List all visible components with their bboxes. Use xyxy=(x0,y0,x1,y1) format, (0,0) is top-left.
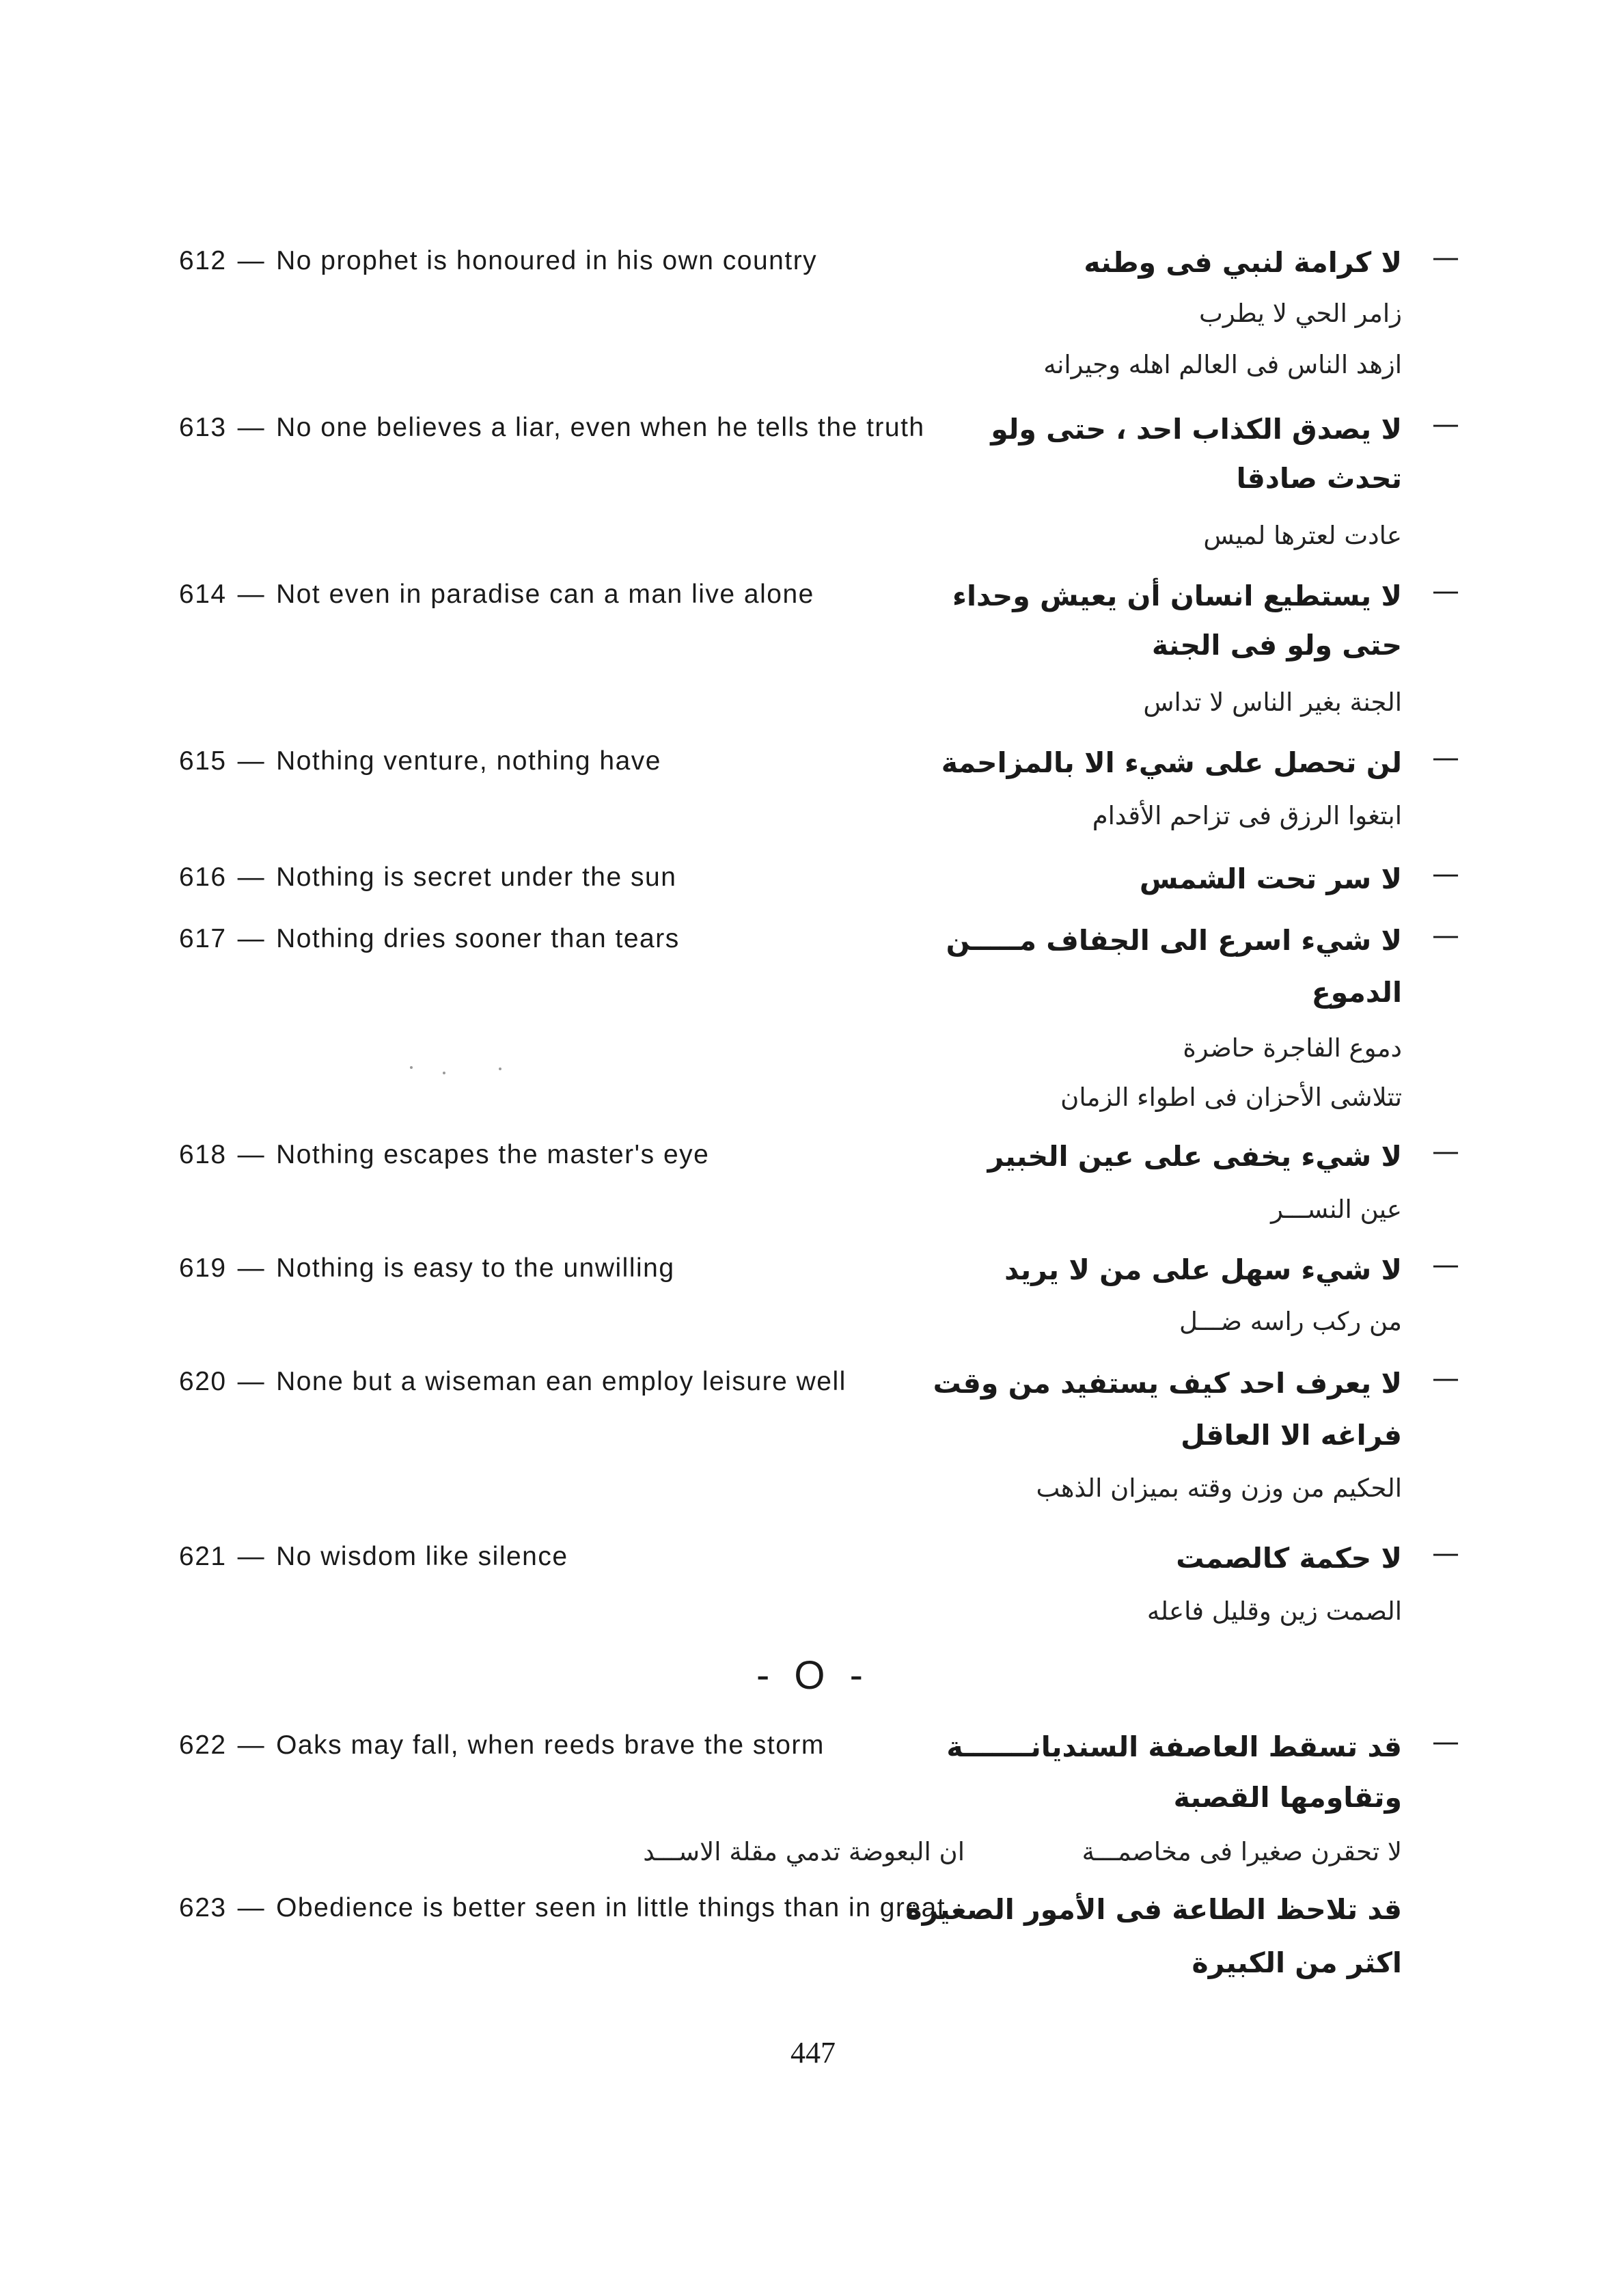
arabic-equivalent: الحكيم من وزن وقته بميزان الذهب xyxy=(1036,1473,1402,1503)
arabic-proverb-line: حتى ولو فى الجنة xyxy=(1151,629,1402,662)
entry-number: 621 xyxy=(179,1542,227,1571)
entry-number: 618 xyxy=(179,1140,227,1169)
em-dash: — xyxy=(237,924,266,953)
arabic-proverb-line: لا يعرف احد كيف يستفيد من وقت xyxy=(933,1367,1402,1400)
arabic-proverb-line: لا حكمة كالصمت xyxy=(1176,1542,1402,1575)
entry-number: 615 xyxy=(179,746,227,776)
arabic-proverb-line: لن تحصل على شيء الا بالمزاحمة xyxy=(941,746,1402,779)
english-text: No one believes a liar, even when he tells the truth xyxy=(276,413,925,442)
english-text: Nothing is secret under the sun xyxy=(276,862,677,892)
em-dash: — xyxy=(237,1893,266,1922)
entry-number: 619 xyxy=(179,1253,227,1283)
arabic-em-dash: — xyxy=(1432,742,1459,774)
arabic-proverb-line: وتقاومها القصبة xyxy=(1173,1781,1402,1814)
english-proverb xyxy=(179,1253,675,1283)
section-heading: - O - xyxy=(756,1653,870,1698)
arabic-proverb-line: لا كرامة لنبي فى وطنه xyxy=(1084,246,1402,279)
speck xyxy=(499,1068,501,1070)
arabic-equivalent: لا تحقرن صغيرا فى مخاصمـــة xyxy=(1082,1837,1402,1866)
arabic-proverb-line: لا سر تحت الشمس xyxy=(1139,862,1402,895)
entry-number: 616 xyxy=(179,862,227,892)
arabic-equivalent: عادت لعترها لميس xyxy=(1203,521,1402,550)
english-proverb xyxy=(179,246,817,276)
english-text: None but a wiseman ean employ leisure well xyxy=(276,1367,847,1396)
english-proverb xyxy=(179,1730,825,1760)
english-proverb xyxy=(179,924,680,954)
entry-number: 613 xyxy=(179,413,227,442)
english-text: No prophet is honoured in his own country xyxy=(276,246,818,275)
entry-number: 612 xyxy=(179,246,227,275)
english-text: Obedience is better seen in little things than in great xyxy=(276,1893,946,1922)
arabic-proverb-line: تحدث صادقا xyxy=(1236,462,1402,495)
entry-number: 620 xyxy=(179,1367,227,1396)
em-dash: — xyxy=(237,746,266,776)
arabic-proverb-line: لا يصدق الكذاب احد ، حتى ولو xyxy=(991,413,1402,446)
em-dash: — xyxy=(237,413,266,442)
em-dash: — xyxy=(237,1140,266,1169)
arabic-proverb-line: لا شيء اسرع الى الجفاف مـــــن xyxy=(946,924,1402,957)
english-proverb xyxy=(179,862,676,893)
english-text: Nothing dries sooner than tears xyxy=(276,924,680,953)
arabic-equivalent: الجنة بغير الناس لا تداس xyxy=(1143,688,1402,717)
arabic-proverb-line: قد تلاحظ الطاعة فى الأمور الصغيرة xyxy=(905,1893,1402,1926)
english-text: Nothing escapes the master's eye xyxy=(276,1140,710,1169)
entry-number: 617 xyxy=(179,924,227,953)
speck xyxy=(443,1072,445,1074)
arabic-em-dash: — xyxy=(1432,1538,1459,1569)
arabic-proverb-line: لا شيء يخفى على عين الخبير xyxy=(987,1140,1402,1173)
arabic-proverb-line: لا يستطيع انسان أن يعيش وحداء xyxy=(952,580,1402,612)
em-dash: — xyxy=(237,246,266,275)
arabic-em-dash: — xyxy=(1432,242,1459,273)
arabic-equivalent: الصمت زين وقليل فاعله xyxy=(1146,1596,1402,1626)
arabic-equivalent: زامر الحي لا يطرب xyxy=(1199,299,1402,328)
arabic-equivalent: عين النســـر xyxy=(1271,1195,1402,1224)
arabic-em-dash: — xyxy=(1432,1136,1459,1167)
english-proverb xyxy=(179,746,661,776)
arabic-equivalent-continued: ان البعوضة تدمي مقلة الاســـد xyxy=(643,1837,965,1866)
arabic-em-dash: — xyxy=(1432,1363,1459,1394)
english-proverb xyxy=(179,1140,709,1170)
em-dash: — xyxy=(237,862,266,892)
arabic-proverb-line: الدموع xyxy=(1311,976,1402,1009)
em-dash: — xyxy=(237,1367,266,1396)
arabic-equivalent: تتلاشى الأحزان فى اطواء الزمان xyxy=(1060,1083,1402,1112)
arabic-equivalent: من ركب راسه ضـــل xyxy=(1179,1307,1402,1336)
page-number: 447 xyxy=(790,2036,836,2069)
english-proverb xyxy=(179,580,814,610)
arabic-equivalent: ابتغوا الرزق فى تزاحم الأقدام xyxy=(1092,801,1402,830)
english-text: Oaks may fall, when reeds brave the storm xyxy=(276,1730,825,1760)
arabic-proverb-line: فراغه الا العاقل xyxy=(1181,1419,1402,1452)
entry-number: 623 xyxy=(179,1893,227,1922)
arabic-proverb-line: اكثر من الكبيرة xyxy=(1192,1946,1402,1979)
english-text: Nothing is easy to the unwilling xyxy=(276,1253,675,1283)
english-text: No wisdom like silence xyxy=(276,1542,568,1571)
em-dash: — xyxy=(237,1730,266,1760)
entry-number: 614 xyxy=(179,580,227,609)
entry-number: 622 xyxy=(179,1730,227,1760)
em-dash: — xyxy=(237,1253,266,1283)
speck xyxy=(410,1066,413,1069)
arabic-proverb-line: قد تسقط العاصفة السنديانـــــــة xyxy=(946,1730,1402,1763)
em-dash: — xyxy=(237,580,266,609)
arabic-em-dash: — xyxy=(1432,1726,1459,1758)
arabic-proverb-line: لا شيء سهل على من لا يريد xyxy=(1004,1253,1402,1286)
arabic-em-dash: — xyxy=(1432,858,1459,890)
english-proverb xyxy=(179,1893,946,1923)
english-proverb xyxy=(179,1367,847,1397)
arabic-em-dash: — xyxy=(1432,1249,1459,1281)
arabic-em-dash: — xyxy=(1432,920,1459,951)
english-proverb xyxy=(179,1542,568,1572)
arabic-equivalent: دموع الفاجرة حاضرة xyxy=(1183,1033,1402,1063)
arabic-em-dash: — xyxy=(1432,409,1459,440)
english-proverb xyxy=(179,413,925,443)
arabic-equivalent: ازهد الناس فى العالم اهله وجيرانه xyxy=(1043,350,1402,379)
arabic-em-dash: — xyxy=(1432,575,1459,607)
em-dash: — xyxy=(237,1542,266,1571)
english-text: Nothing venture, nothing have xyxy=(276,746,661,776)
english-text: Not even in paradise can a man live alone xyxy=(276,580,814,609)
